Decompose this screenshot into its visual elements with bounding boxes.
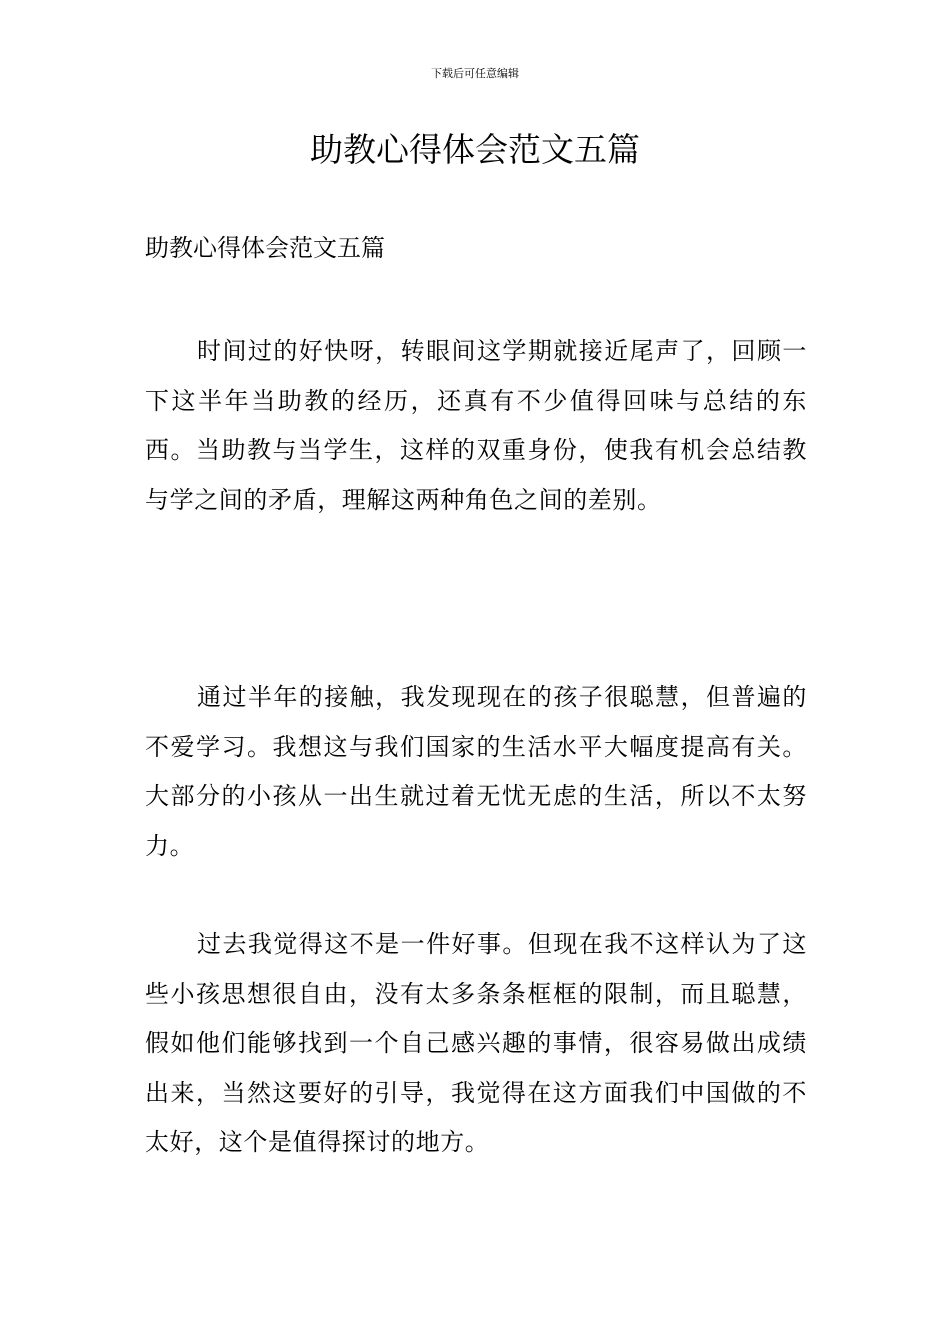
paragraph-3: 过去我觉得这不是一件好事。但现在我不这样认为了这些小孩思想很自由，没有太多条条框框的限制，而且聪慧，假如他们能够找到一个自己感兴趣的事情，很容易做出成绩出来，当然这要好的引导，我觉得在这方面我们中国做的不太好，这个是值得探讨的地方。 — [145, 930, 807, 1156]
paragraph-1: 时间过的好快呀，转眼间这学期就接近尾声了，回顾一下这半年当助教的经历，还真有不少值得回味与总结的东西。当助教与当学生，这样的双重身份，使我有机会总结教与学之间的矛盾，理解这两种角色之间的差别。 — [145, 337, 807, 514]
document-title: 助教心得体会范文五篇 — [310, 130, 640, 169]
header-note: 下载后可任意编辑 — [431, 67, 519, 80]
document-subtitle: 助教心得体会范文五篇 — [145, 234, 385, 262]
paragraph-2: 通过半年的接触，我发现现在的孩子很聪慧，但普遍的不爱学习。我想这与我们国家的生活水平大幅度提高有关。大部分的小孩从一出生就过着无忧无虑的生活，所以不太努力。 — [145, 683, 807, 860]
